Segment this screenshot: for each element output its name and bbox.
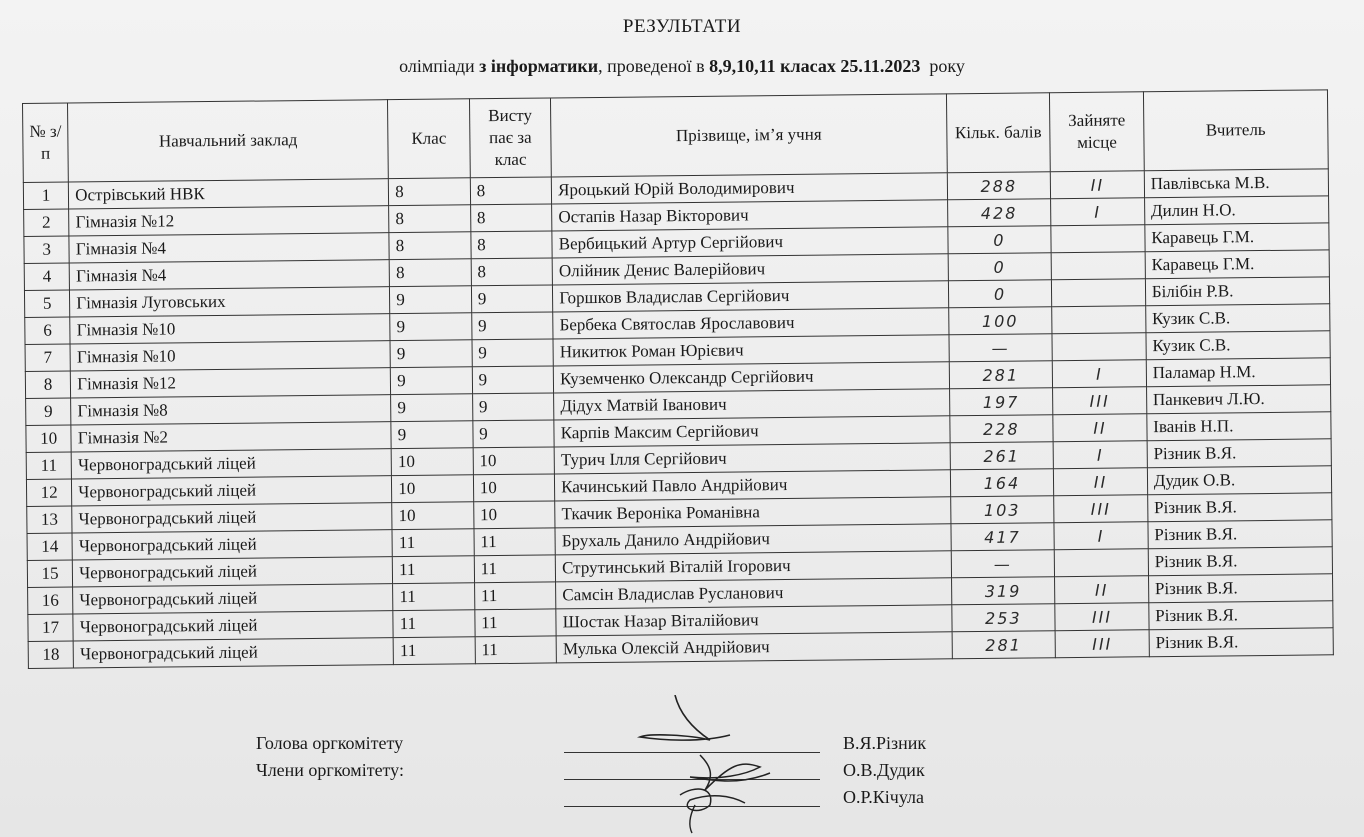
col-header-score: Кільк. балів [946,93,1050,173]
school-cell: Червоноградський ліцей [73,611,393,641]
members-label: Члени оргкомітету: [256,760,404,780]
student-name-cell: Бербека Святослав Ярославович [553,308,949,339]
school-cell: Гімназія Луговських [70,287,390,317]
student-name-cell: Самсін Владислав Русланович [556,578,952,609]
row-number: 9 [26,398,72,425]
teacher-cell: Дудик О.В. [1147,466,1331,495]
class-cell: 8 [389,205,471,233]
handwritten-signatures [620,695,790,835]
student-name-cell: Турич Ілля Сергійович [554,443,950,474]
row-number: 2 [24,209,70,236]
class-cell: 11 [392,556,474,584]
score-cell: 100 [948,307,1052,335]
participates-cell: 8 [471,231,553,259]
school-cell: Червоноградський ліцей [73,584,393,614]
teacher-cell: Іванів Н.П. [1147,412,1331,441]
score-cell: 103 [950,496,1054,524]
chair-label: Голова оргкомітету [256,733,404,753]
subtitle-middle: , проведеної в [598,56,710,76]
participates-cell: 8 [470,204,552,232]
student-name-cell: Ткачик Вероніка Романівна [555,497,951,528]
member2-name: О.Р.Кічула [843,787,924,807]
teacher-cell: Кузик С.В. [1146,331,1330,360]
table-header-row [23,90,1329,183]
teacher-cell: Різник В.Я. [1147,439,1331,468]
student-name-cell: Шостак Назар Віталійович [556,605,952,636]
score-cell: 0 [948,280,1052,308]
participates-cell: 8 [470,177,552,205]
school-cell: Гімназія №12 [71,368,391,398]
place-cell [1052,333,1146,361]
school-cell: Червоноградський ліцей [73,638,393,668]
place-cell [1052,279,1146,307]
document-subtitle [0,56,1364,77]
score-cell: 253 [951,604,1055,632]
school-cell: Гімназія №8 [71,395,391,425]
col-header-num: № з/п [23,103,69,182]
student-name-cell: Вербицький Артур Сергійович [552,227,948,258]
participates-cell: 10 [473,474,555,502]
student-name-cell: Брухаль Данило Андрійович [555,524,951,555]
school-cell: Червоноградський ліцей [72,503,392,533]
place-cell [1052,306,1146,334]
class-cell: 10 [391,448,473,476]
teacher-cell: Каравець Г.М. [1145,250,1329,279]
place-cell: III [1054,495,1148,523]
document-title: РЕЗУЛЬТАТИ [622,16,742,37]
teacher-cell: Панкевич Л.Ю. [1146,385,1330,414]
col-header-class: Клас [388,99,470,179]
class-cell: 10 [392,475,474,503]
score-cell: 281 [952,631,1056,659]
student-name-cell: Олійник Денис Валерійович [552,254,948,285]
student-name-cell: Яроцький Юрій Володимирович [551,173,947,204]
subtitle-prefix: олімпіади [399,56,480,76]
class-cell: 8 [389,259,471,287]
teacher-cell: Дилин Н.О. [1144,196,1328,225]
participates-cell: 9 [472,339,554,367]
class-cell: 9 [391,421,473,449]
student-name-cell: Качинський Павло Андрійович [555,470,951,501]
score-cell: 0 [948,253,1052,281]
student-name-cell: Остапів Назар Вікторович [552,200,948,231]
student-name-cell: Карпів Максим Сергійович [554,416,950,447]
participates-cell: 11 [474,555,556,583]
member1-name: О.В.Дудик [843,760,925,780]
row-number: 3 [24,236,70,263]
row-number: 15 [27,560,73,587]
class-cell: 9 [391,394,473,422]
row-number: 17 [28,614,74,641]
score-cell: 428 [947,199,1051,227]
score-cell: — [951,550,1055,578]
place-cell: II [1055,576,1149,604]
participates-cell: 11 [474,528,556,556]
participates-cell: 10 [473,501,555,529]
row-number: 16 [28,587,74,614]
class-cell: 9 [390,340,472,368]
place-cell [1051,252,1145,280]
class-cell: 8 [389,232,471,260]
school-cell: Гімназія №4 [69,260,389,290]
school-cell: Червоноградський ліцей [73,557,393,587]
teacher-cell: Різник В.Я. [1147,493,1331,522]
row-number: 13 [27,506,73,533]
place-cell: II [1054,468,1148,496]
school-cell: Червоноградський ліцей [71,449,391,479]
teacher-cell: Павлівська М.В. [1144,169,1328,198]
place-cell: I [1051,198,1145,226]
subtitle-subject: з інформатики [479,56,599,76]
place-cell: III [1055,603,1149,631]
student-name-cell: Куземченко Олександр Сергійович [553,362,949,393]
row-number: 6 [25,317,71,344]
school-cell: Червоноградський ліцей [72,476,392,506]
teacher-cell: Різник В.Я. [1148,520,1332,549]
col-header-teacher: Вчитель [1143,90,1328,171]
school-cell: Червоноградський ліцей [72,530,392,560]
score-cell: 164 [950,469,1054,497]
teacher-cell: Білібін Р.В. [1145,277,1329,306]
school-cell: Гімназія №2 [71,422,391,452]
participates-cell: 9 [471,285,553,313]
score-cell: 417 [951,523,1055,551]
teacher-cell: Різник В.Я. [1148,547,1332,576]
score-cell: 0 [947,226,1051,254]
place-cell: III [1055,630,1149,658]
participates-cell: 9 [472,366,554,394]
class-cell: 11 [393,583,475,611]
col-header-place: Зайняте місце [1050,92,1144,172]
place-cell [1054,549,1148,577]
participates-cell: 11 [474,582,556,610]
score-cell: 228 [949,415,1053,443]
col-header-participates: Висту пає за клас [469,98,551,178]
place-cell: II [1053,414,1147,442]
school-cell: Гімназія №10 [70,314,390,344]
class-cell: 11 [392,529,474,557]
score-cell: 261 [950,442,1054,470]
student-name-cell: Горшков Владислав Сергійович [553,281,949,312]
col-header-school: Навчальний заклад [68,100,389,182]
participates-cell: 11 [475,636,557,664]
teacher-cell: Різник В.Я. [1149,601,1333,630]
teacher-cell: Кузик С.В. [1145,304,1329,333]
row-number: 14 [27,533,73,560]
row-number: 18 [28,641,74,668]
score-cell: — [949,334,1053,362]
results-table [22,89,1334,669]
class-cell: 8 [389,178,471,206]
teacher-cell: Паламар Н.М. [1146,358,1330,387]
subtitle-suffix: року [920,56,965,76]
score-cell: 319 [951,577,1055,605]
row-number: 12 [26,479,72,506]
row-number: 8 [25,371,71,398]
school-cell: Гімназія №12 [69,206,389,236]
col-header-name: Прізвище, ім’я учня [551,94,947,177]
teacher-cell: Різник В.Я. [1149,628,1333,657]
class-cell: 11 [393,637,475,665]
school-cell: Острівський НВК [69,179,389,209]
class-cell: 10 [392,502,474,530]
place-cell: I [1053,441,1147,469]
participates-cell: 9 [471,312,553,340]
place-cell: I [1054,522,1148,550]
subtitle-grades-date: 8,9,10,11 класах 25.11.2023 [709,56,921,76]
place-cell [1051,225,1145,253]
score-cell: 288 [947,172,1051,200]
chair-name: В.Я.Різник [843,733,927,753]
row-number: 1 [23,182,69,209]
participates-cell: 9 [472,393,554,421]
place-cell: I [1052,360,1146,388]
school-cell: Гімназія №10 [70,341,390,371]
class-cell: 9 [390,313,472,341]
row-number: 4 [24,263,70,290]
class-cell: 9 [390,286,472,314]
score-cell: 281 [949,361,1053,389]
class-cell: 11 [393,610,475,638]
table-body [23,169,1333,669]
row-number: 10 [26,425,72,452]
class-cell: 9 [391,367,473,395]
teacher-cell: Різник В.Я. [1148,574,1332,603]
row-number: 11 [26,452,72,479]
student-name-cell: Никитюк Роман Юрієвич [553,335,949,366]
participates-cell: 9 [473,420,555,448]
row-number: 5 [24,290,70,317]
score-cell: 197 [949,388,1053,416]
student-name-cell: Струтинський Віталій Ігорович [555,551,951,582]
participates-cell: 10 [473,447,555,475]
row-number: 7 [25,344,71,371]
teacher-cell: Каравець Г.М. [1145,223,1329,252]
place-cell: III [1053,387,1147,415]
school-cell: Гімназія №4 [69,233,389,263]
participates-cell: 11 [475,609,557,637]
participates-cell: 8 [471,258,553,286]
place-cell: II [1051,171,1145,199]
student-name-cell: Дідух Матвій Іванович [554,389,950,420]
student-name-cell: Мулька Олексій Андрійович [556,632,952,663]
